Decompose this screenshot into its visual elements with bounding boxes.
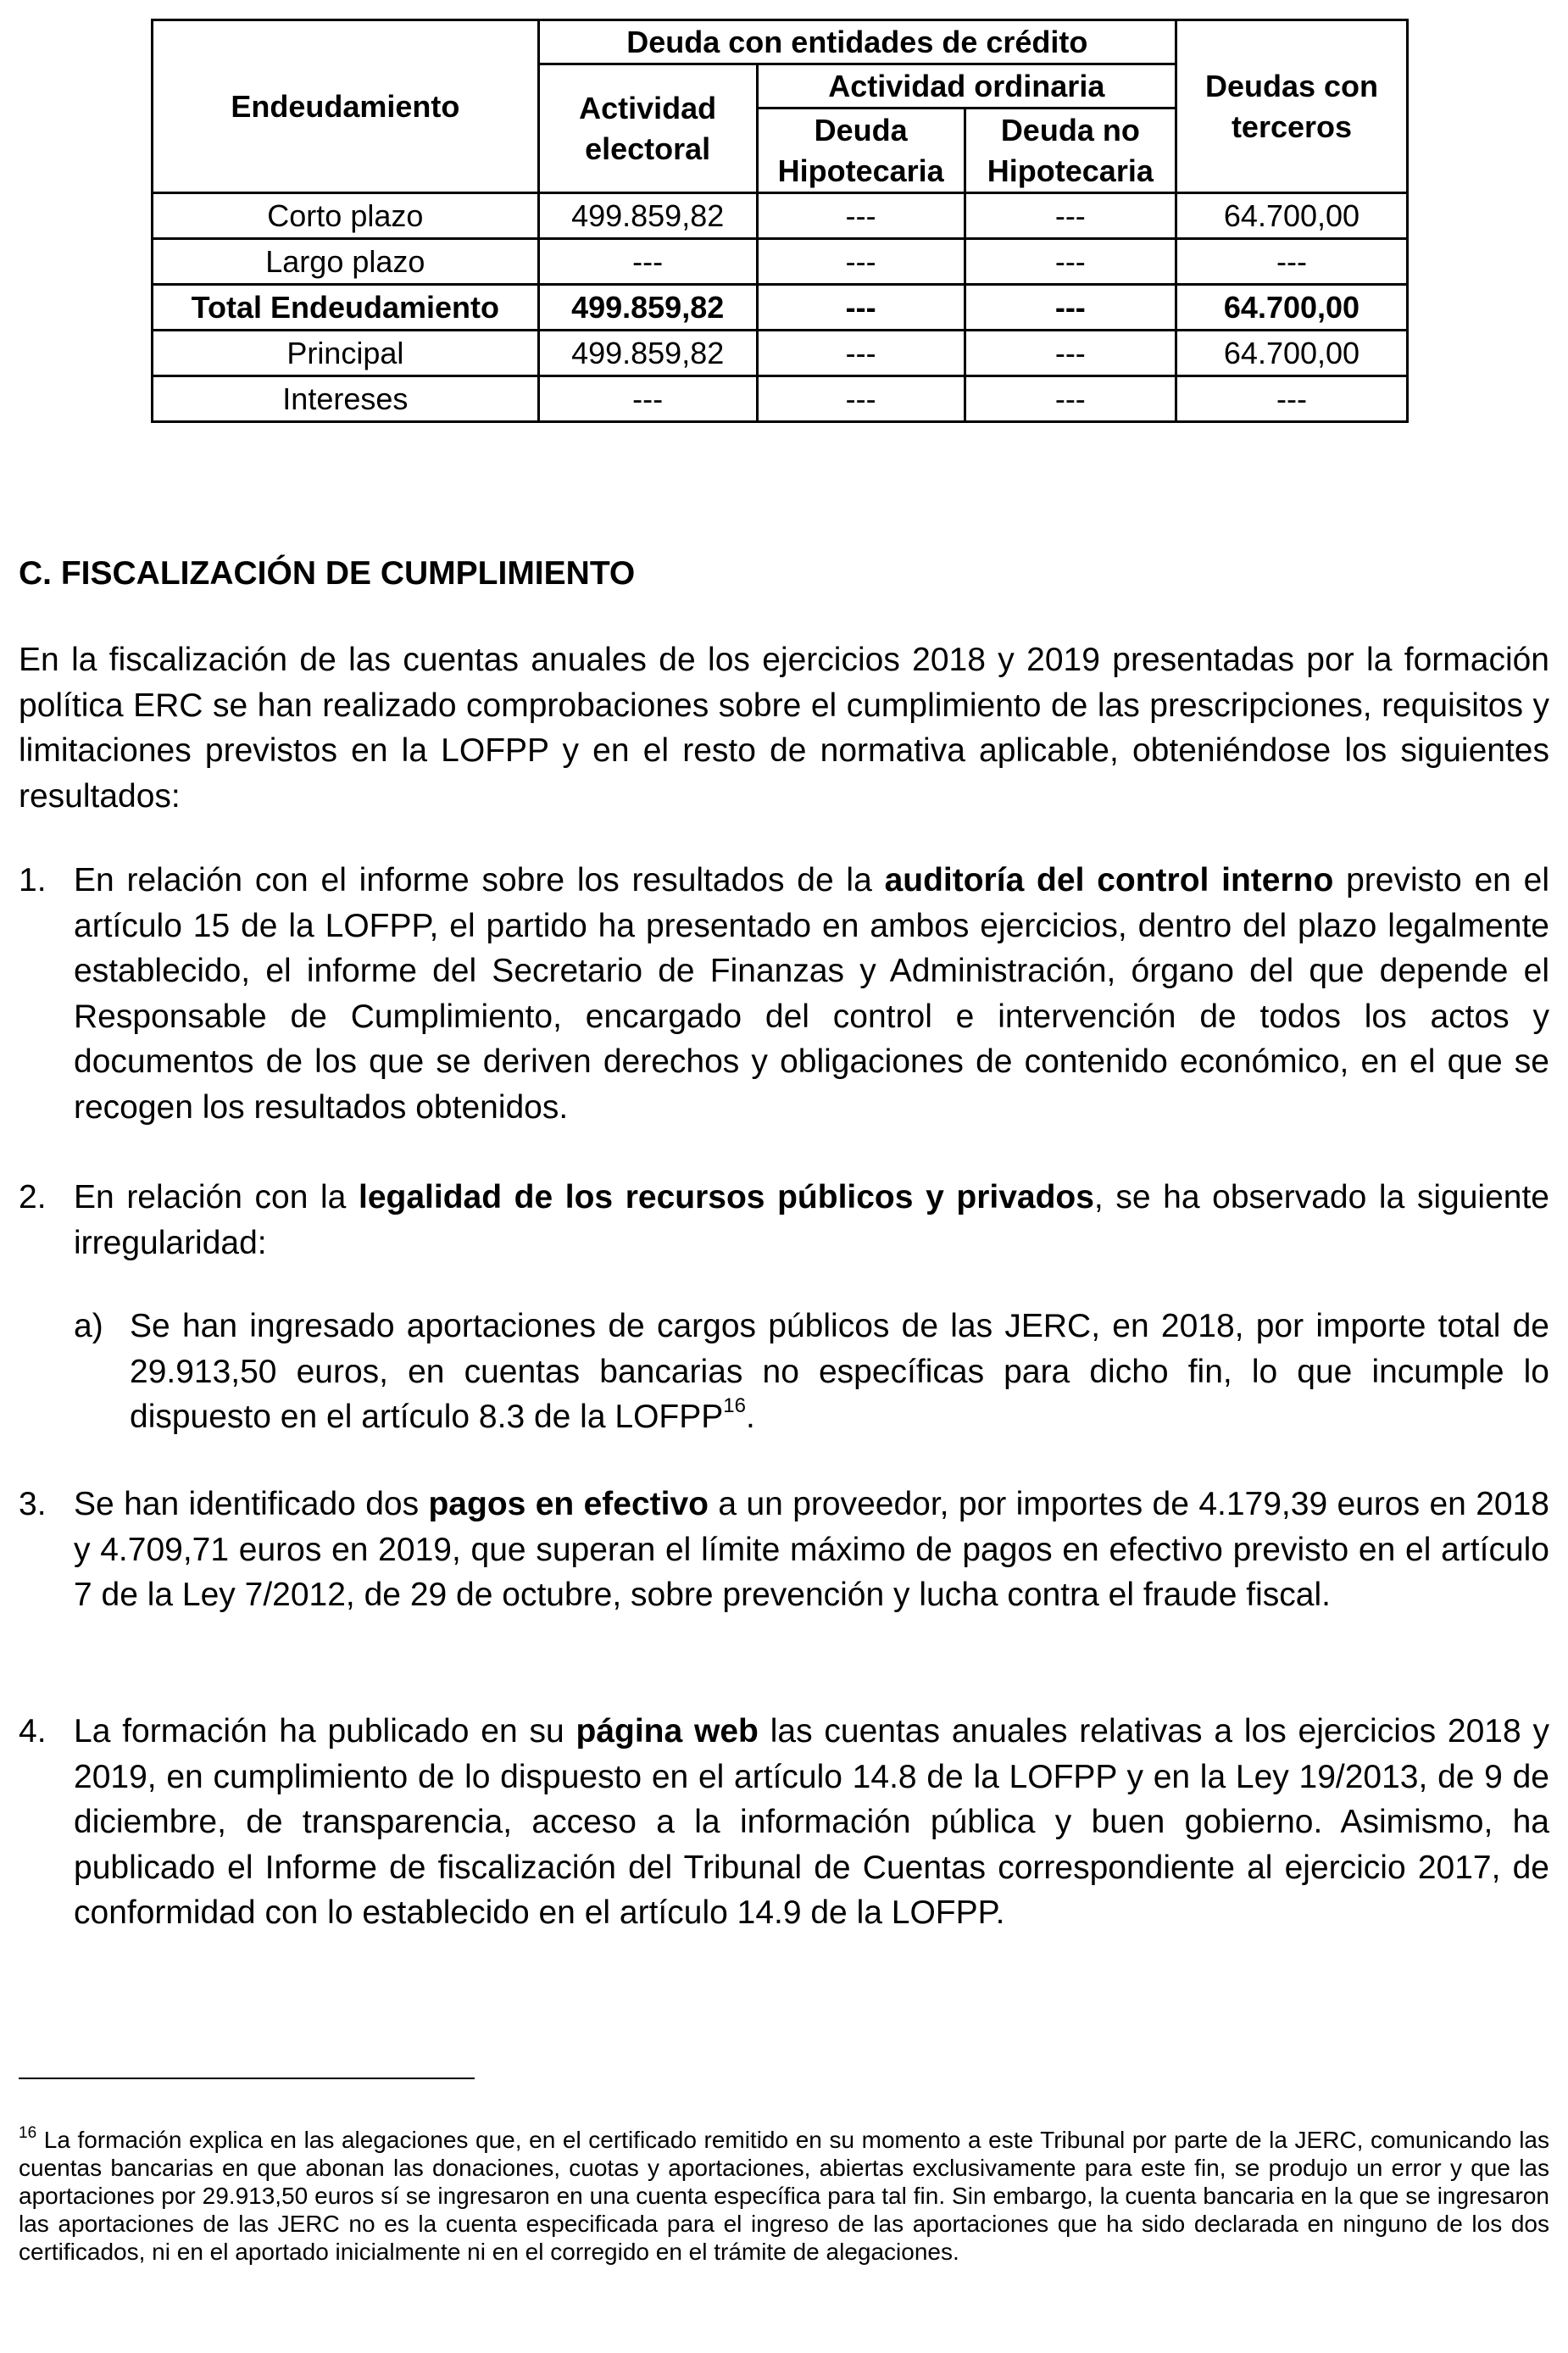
section-title: C. FISCALIZACIÓN DE CUMPLIMIENTO: [19, 555, 636, 592]
header-electoral: Actividad electoral: [538, 64, 757, 193]
table-row-total: [153, 285, 1408, 331]
subitem-letter: a): [74, 1308, 103, 1344]
header-non-mortgage: Deuda no Hipotecaria: [965, 108, 1176, 193]
cell-mortgage: ---: [757, 193, 965, 239]
item-bold-text: auditoría del control interno: [884, 862, 1334, 898]
cell-electoral: 499.859,82: [538, 285, 757, 331]
item-bold-text: pagos en efectivo: [428, 1486, 709, 1522]
table-row: [153, 239, 1408, 285]
subitem-a-paragraph: [130, 1304, 1549, 1440]
cell-third: 64.700,00: [1176, 331, 1407, 376]
row-label: Corto plazo: [153, 193, 539, 239]
cell-non-mortgage: ---: [965, 239, 1176, 285]
table-row: [153, 193, 1408, 239]
item-text: En relación con el informe sobre los resultados de la: [74, 862, 885, 898]
item-text: previsto en el artículo 15 de la LOFPP, el partido ha presentado en ambos ejercicios, dentro del plazo legalmente establecido, el informe del Secretario de Finanzas y Administración, órgano del que depende el Responsable de Cumplimiento, encargado del control e intervención de todos los actos y documentos de los que se deriven derechos y obligaciones de contenido económico, en el que se recogen los resultados obtenidos.: [74, 862, 1549, 1126]
cell-non-mortgage: ---: [965, 376, 1176, 422]
item-text: Se han ingresado aportaciones de cargos públicos de las JERC, en 2018, por importe total de 29.913,50 euros, en cuentas bancarias no específicas para dicho fin, lo que incumple lo dispuesto en el artículo 8.3 de la LOFPP: [130, 1308, 1549, 1435]
row-label: Principal: [153, 331, 539, 376]
item-2-paragraph: [74, 1175, 1549, 1266]
item-text: En relación con la: [74, 1179, 359, 1215]
cell-electoral: 499.859,82: [538, 331, 757, 376]
item-number: 4.: [19, 1713, 47, 1749]
footnote-number: 16: [19, 2123, 37, 2142]
item-text: a un proveedor, por importes de 4.179,39 euros en 2018 y 4.709,71 euros en 2019, que superan el límite máximo de pagos en efectivo previsto en el artículo 7 de la Ley 7/2012, de 29 de octubre, sobre prevención y lucha contra el fraude fiscal.: [74, 1486, 1549, 1613]
item-text: las cuentas anuales relativas a los ejercicios 2018 y 2019, en cumplimiento de lo dispuesto en el artículo 14.8 de la LOFPP y en la Ley 19/2013, de 9 de diciembre, de transparencia, acceso a la información pública y buen gobierno. Asimismo, ha publicado el Informe de fiscalización del Tribunal de Cuentas correspondiente al ejercicio 2017, de conformidad con lo establecido en el artículo 14.9 de la LOFPP.: [74, 1713, 1549, 1931]
header-mortgage: Deuda Hipotecaria: [757, 108, 965, 193]
cell-electoral: 499.859,82: [538, 193, 757, 239]
item-number: 3.: [19, 1486, 47, 1522]
footnote-divider: [19, 2078, 475, 2079]
cell-non-mortgage: ---: [965, 331, 1176, 376]
header-credit-debt: Deuda con entidades de crédito: [538, 20, 1176, 64]
item-text: Se han identificado dos: [74, 1486, 429, 1522]
cell-non-mortgage: ---: [965, 193, 1176, 239]
item-4-paragraph: [74, 1709, 1549, 1936]
item-1-paragraph: [74, 858, 1549, 1130]
cell-third: 64.700,00: [1176, 193, 1407, 239]
item-3-paragraph: [74, 1482, 1549, 1618]
footnote-reference[interactable]: 16: [723, 1394, 746, 1417]
cell-mortgage: ---: [757, 285, 965, 331]
item-text: , se ha observado la siguiente irregularidad:: [74, 1179, 1549, 1261]
cell-mortgage: ---: [757, 331, 965, 376]
item-number: 2.: [19, 1179, 47, 1215]
item-number: 1.: [19, 862, 47, 898]
cell-mortgage: ---: [757, 376, 965, 422]
cell-mortgage: ---: [757, 239, 965, 285]
item-bold-text: legalidad de los recursos públicos y privados: [358, 1179, 1094, 1215]
item-text: .: [745, 1399, 755, 1435]
table-row: [153, 376, 1408, 422]
cell-electoral: ---: [538, 239, 757, 285]
cell-electoral: ---: [538, 376, 757, 422]
item-text: La formación ha publicado en su: [74, 1713, 576, 1749]
cell-third: 64.700,00: [1176, 285, 1407, 331]
cell-third: ---: [1176, 376, 1407, 422]
item-bold-text: página web: [575, 1713, 759, 1749]
intro-paragraph: En la fiscalización de las cuentas anuales de los ejercicios 2018 y 2019 presentadas por la formación política ERC se han realizado comprobaciones sobre el cumplimiento de las prescripciones, requisitos y limitaciones previstos en la LOFPP y en el resto de normativa aplicable, obteniéndose los siguientes resultados:: [19, 642, 1549, 815]
cell-non-mortgage: ---: [965, 285, 1176, 331]
row-label: Largo plazo: [153, 239, 539, 285]
header-ordinary: Actividad ordinaria: [757, 64, 1176, 108]
footnote-text: La formación explica en las alegaciones que, en el certificado remitido en su momento a este Tribunal por parte de la JERC, comunicando las cuentas bancarias en que abonan las donaciones, cuotas y aportaciones, abiertas exclusivamente para este fin, se produjo un error y que las aportaciones por 29.913,50 euros sí se ingresaron en una cuenta específica para tal fin. Sin embargo, la cuenta bancaria en la que se ingresaron las aportaciones de las JERC no es la cuenta especificada para el ingreso de las aportaciones que ha sido declarada en ninguno de los dos certificados, ni en el aportado inicialmente ni en el corregido en el trámite de alegaciones.: [19, 2127, 1549, 2265]
footnote: [19, 2123, 1549, 2266]
cell-third: ---: [1176, 239, 1407, 285]
row-label: Intereses: [153, 376, 539, 422]
debt-table: [151, 19, 1409, 423]
row-label: Total Endeudamiento: [153, 285, 539, 331]
table-row: [153, 331, 1408, 376]
header-third-party-debt: Deudas con terceros: [1176, 20, 1407, 193]
header-endeudamiento: Endeudamiento: [153, 20, 539, 193]
